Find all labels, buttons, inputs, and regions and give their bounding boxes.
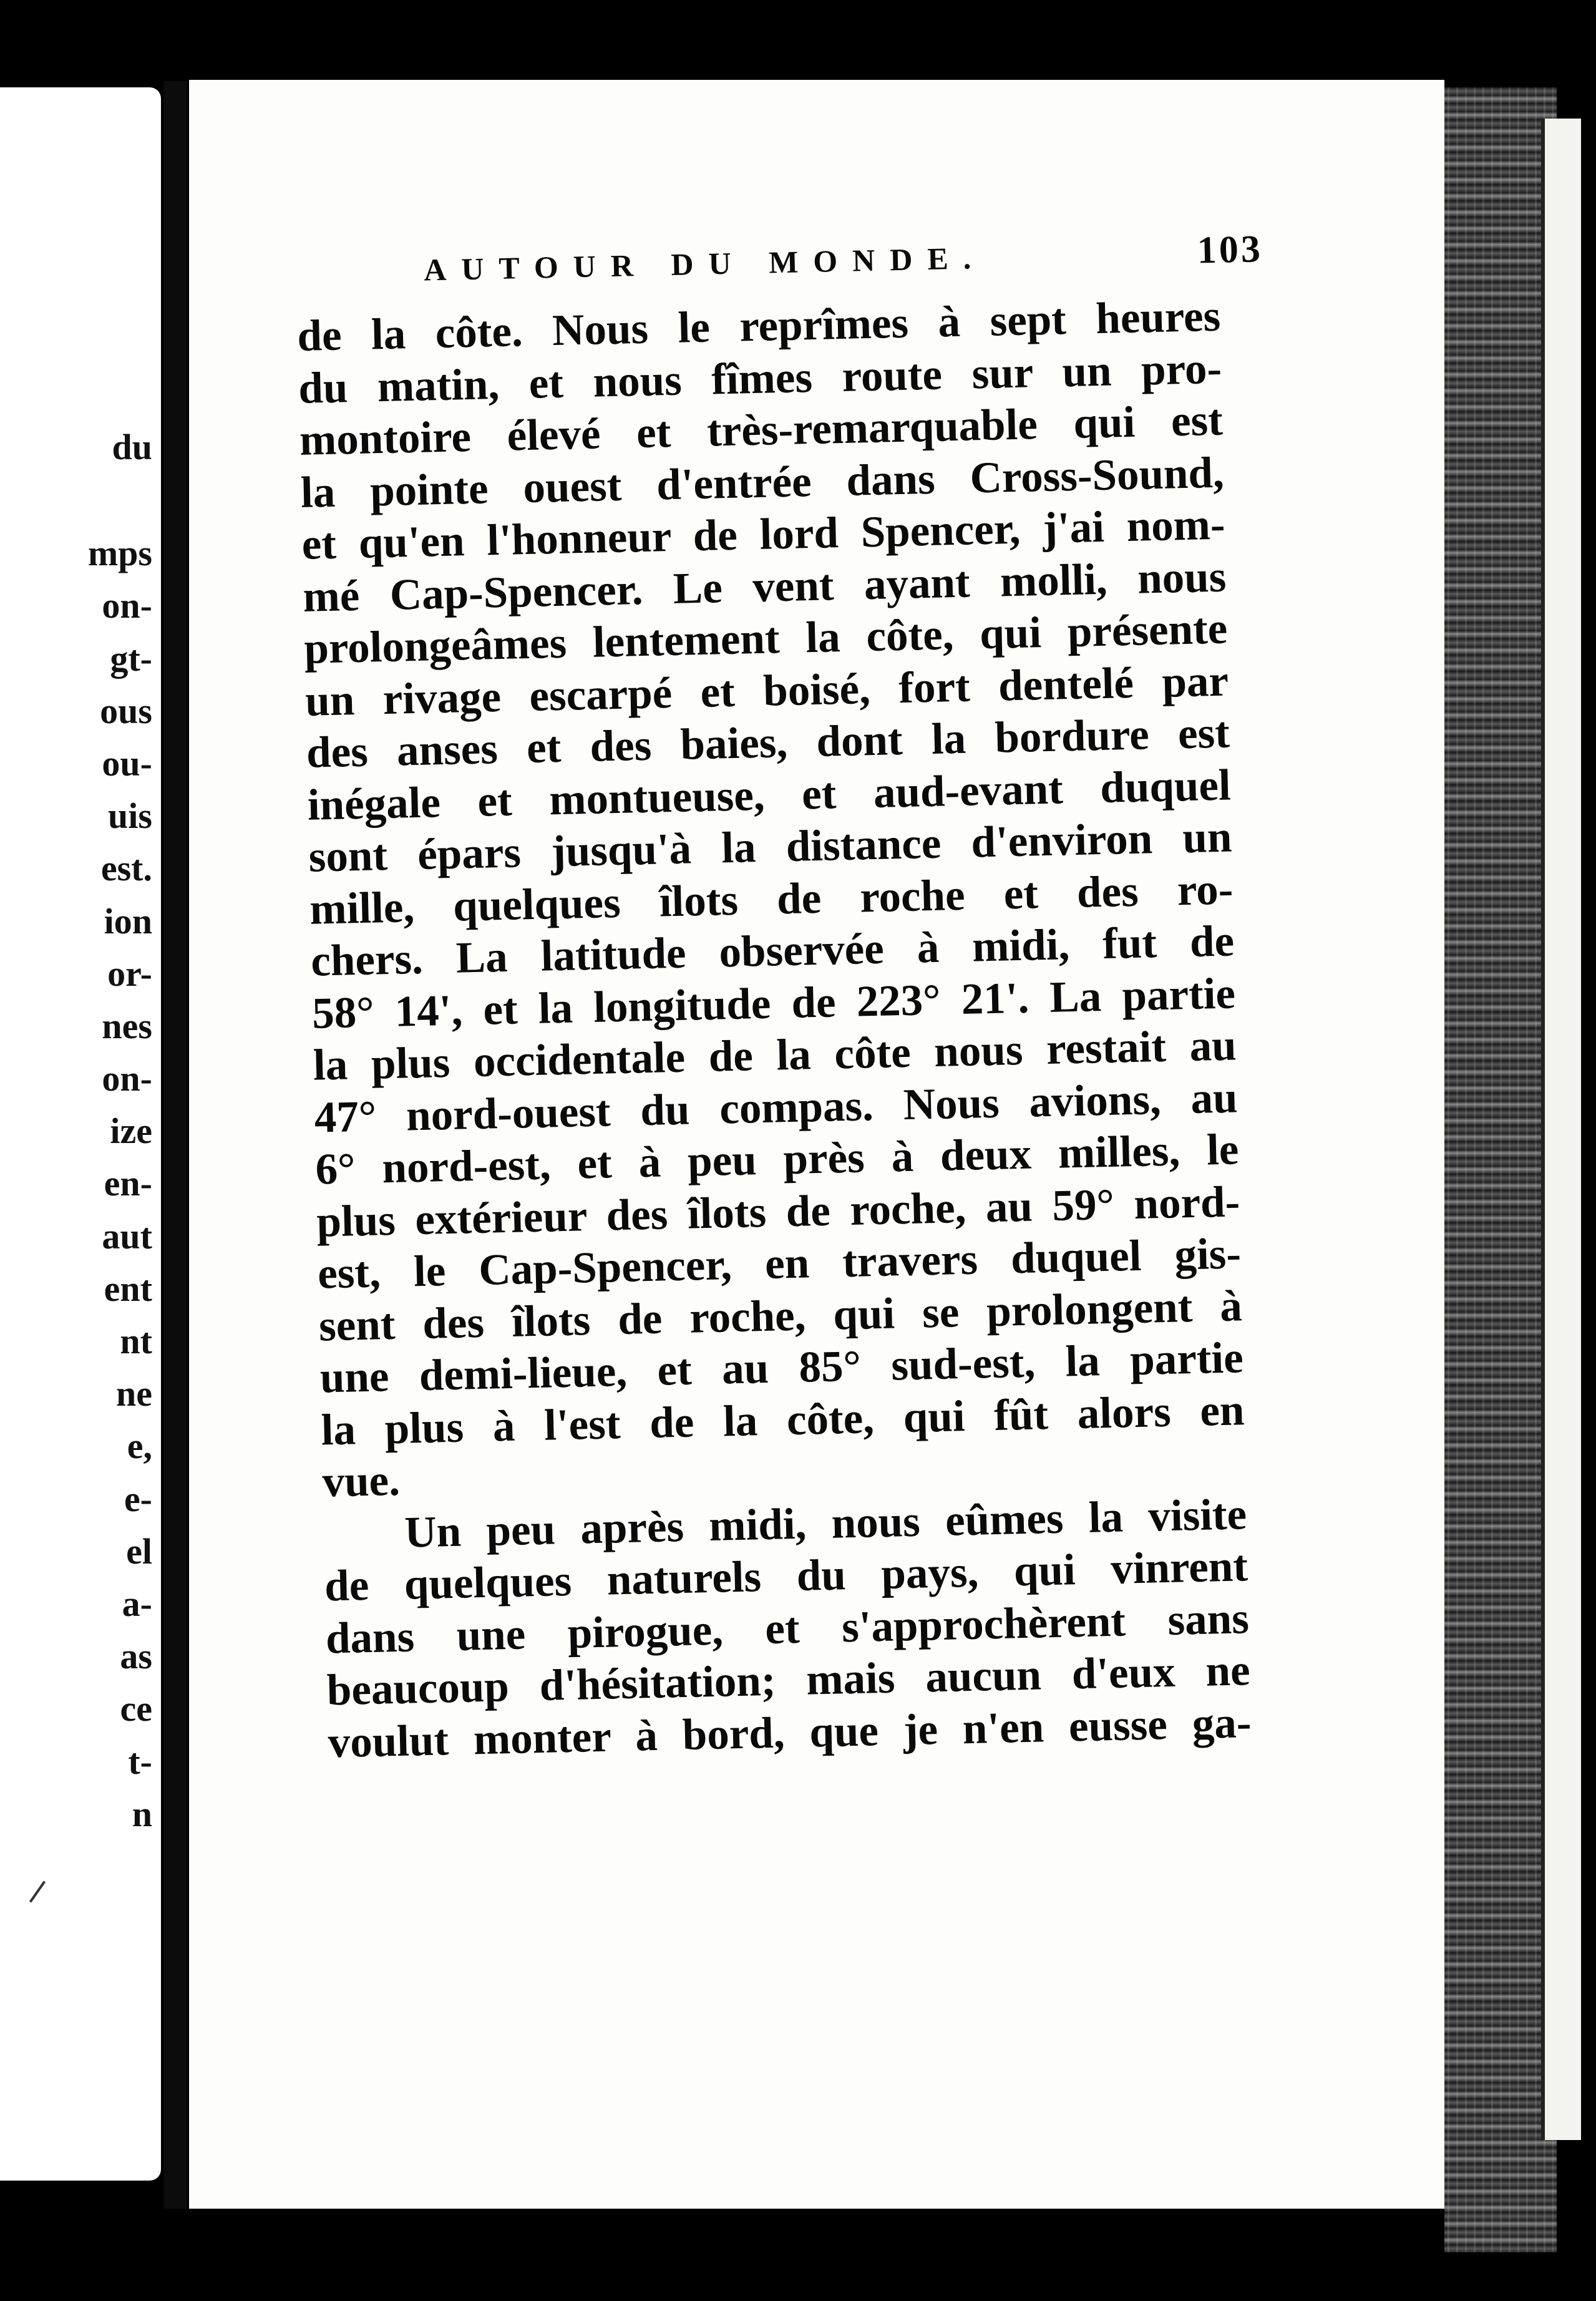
previous-page-fragment: ou- [102, 742, 152, 784]
text-line: un rivage escarpé et boisé, fort dentelé par [304, 656, 1229, 726]
fore-edge-texture [1448, 87, 1554, 2252]
text-line: la plus occidentale de la côte nous restait au [313, 1021, 1237, 1090]
previous-page-fragment: ize [110, 1111, 152, 1152]
text-line: et qu'en l'honneur de lord Spencer, j'ai nom- [301, 500, 1226, 569]
previous-page-edge [0, 87, 161, 2181]
text-line: de quelques naturels du pays, qui vinrent [324, 1542, 1248, 1611]
previous-page-fragment: e, [127, 1426, 152, 1467]
previous-page-fragment: ne [116, 1373, 152, 1414]
running-head-title: AUTOUR DU MONDE. [423, 240, 986, 288]
previous-page-fragment: e- [124, 1478, 152, 1519]
text-line: mé Cap-Spencer. Le vent ayant molli, nous [302, 552, 1227, 621]
text-line: vue. [321, 1456, 401, 1507]
text-line: voulut monter à bord, que je n'en eusse ga- [327, 1698, 1252, 1767]
text-line: sont épars jusqu'à la distance d'environ un [308, 812, 1233, 882]
text-line: sent des îlots de roche, qui se prolongent à [318, 1281, 1243, 1351]
text-line: inégale et montueuse, et aud-evant duquel [307, 761, 1232, 830]
previous-page-fragment: as [120, 1636, 152, 1677]
text-line: plus extérieur des îlots de roche, au 59° nord- [316, 1177, 1240, 1247]
previous-page-fragment: du [112, 427, 152, 467]
previous-page-fragment: est. [100, 848, 152, 889]
book-gutter [163, 81, 187, 2209]
text-line: 58° 14', et la longitude de 223° 21'. La partie [311, 968, 1236, 1038]
previous-page-fragment: ce [120, 1688, 152, 1729]
previous-page-fragment: on- [102, 585, 152, 626]
previous-page-fragment: a- [122, 1583, 152, 1624]
text-line: montoire élevé et très-remarquable qui est [299, 396, 1224, 465]
text-line: dans une pirogue, et s'approchèrent sans [325, 1593, 1250, 1663]
text-line: de la côte. Nous le reprîmes à sept heures [296, 291, 1222, 361]
book-page [189, 80, 1444, 2209]
previous-page-fragment: gt- [110, 638, 152, 679]
previous-page-fragment: uis [108, 795, 152, 837]
text-line: 6° nord-est, et à peu près à deux milles, le [314, 1125, 1240, 1194]
text-line: Un peu après midi, nous eûmes la visite [404, 1489, 1247, 1557]
text-line: la plus à l'est de la côte, qui fût alors en [320, 1385, 1245, 1455]
text-line: la pointe ouest d'entrée dans Cross-Sound, [300, 448, 1225, 517]
page-text-block [295, 216, 1263, 1769]
previous-page-fragment: ous [100, 690, 152, 731]
text-line: des anses et des baies, dont la bordure est [306, 708, 1230, 777]
previous-page-fragment: ion [104, 900, 152, 941]
paragraph [297, 291, 1247, 1509]
paragraph [323, 1489, 1252, 1769]
stray-ink-mark [29, 1880, 46, 1902]
page-number: 103 [1197, 228, 1263, 272]
text-line: du matin, et nous fîmes route sur un pro- [298, 344, 1222, 413]
text-line: beaucoup d'hésitation; mais aucun d'eux ne [326, 1646, 1251, 1715]
previous-page-fragment: el [126, 1530, 152, 1572]
text-line: une demi-lieue, et au 85° sud-est, la partie [319, 1333, 1244, 1403]
previous-page-fragment: t- [128, 1741, 152, 1782]
previous-page-fragment: nes [102, 1005, 152, 1046]
previous-page-fragment: or- [107, 953, 152, 994]
previous-page-fragment: nt [120, 1321, 152, 1361]
previous-page-fragment: ent [104, 1268, 152, 1309]
text-line: chers. La latitude observée à midi, fut de [310, 917, 1235, 986]
previous-page-fragment: on- [102, 1058, 152, 1099]
next-page-edge [1541, 119, 1581, 2140]
previous-page-fragment: n [132, 1793, 152, 1834]
text-line: 47° nord-ouest du compas. Nous avions, au [313, 1073, 1238, 1142]
previous-page-text-fragments [9, 421, 152, 1841]
previous-page-fragment: aut [102, 1215, 152, 1257]
text-line: mille, quelques îlots de roche et des ro- [309, 864, 1234, 934]
previous-page-fragment: mps [87, 533, 152, 574]
text-line: prolongeâmes lentement la côte, qui présente [303, 604, 1228, 673]
text-line: est, le Cap-Spencer, en travers duquel gis- [317, 1229, 1242, 1298]
previous-page-fragment: en- [104, 1163, 152, 1204]
